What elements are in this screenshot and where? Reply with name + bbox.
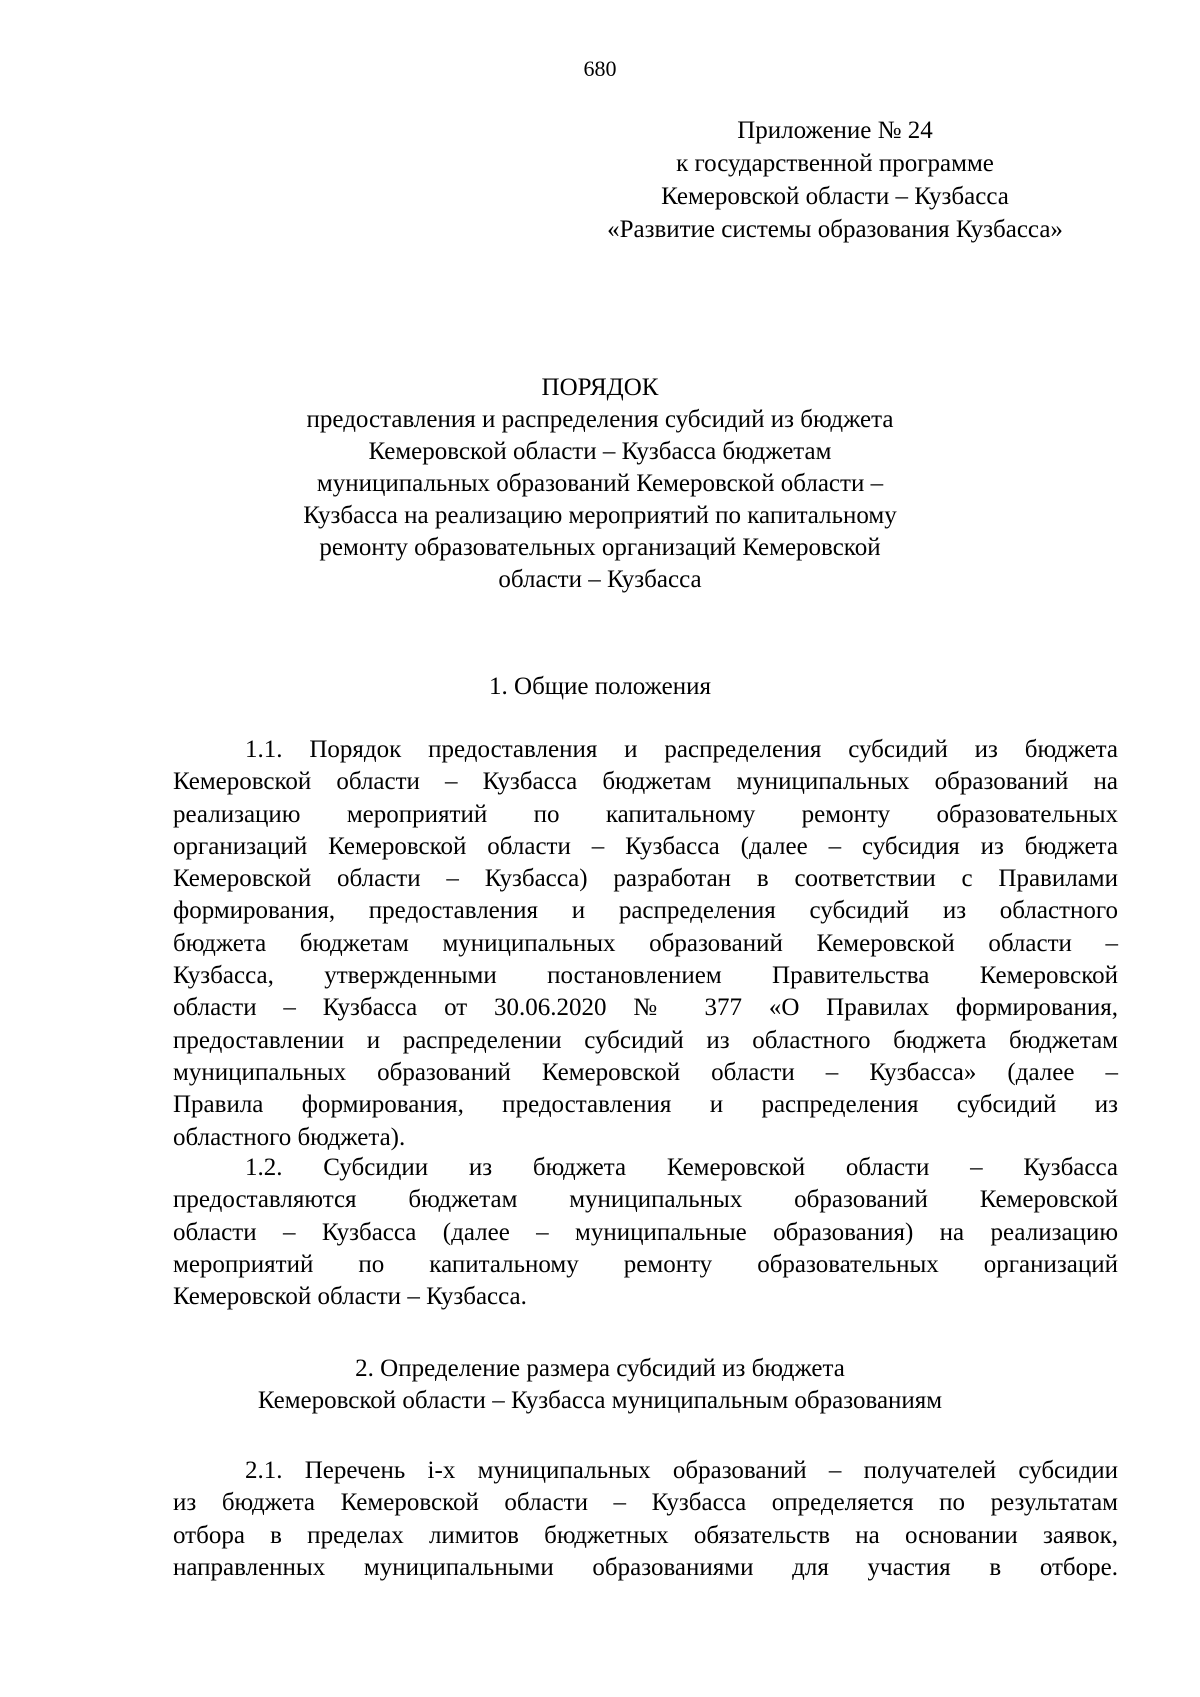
text-line: области – Кузбасса (далее – муниципальные образования) на реализацию bbox=[173, 1218, 1118, 1246]
text-line: предоставлении и распределении субсидий из областного бюджета бюджетам bbox=[173, 1026, 1118, 1054]
text-line: 1.2. Субсидии из бюджета Кемеровской области – Кузбасса bbox=[245, 1154, 1118, 1181]
page-number: 680 bbox=[583, 56, 617, 81]
title-line: ремонту образовательных организаций Кемеровской bbox=[319, 534, 881, 561]
text-line: организаций Кемеровской области – Кузбасса (далее – субсидия из бюджета bbox=[173, 832, 1118, 860]
text-line: Кузбасса, утвержденными постановлением Правительства Кемеровской bbox=[173, 962, 1118, 990]
text-line: направленных муниципальными образованиями для участия в отборе. bbox=[173, 1553, 1118, 1581]
paragraph-1-1 bbox=[173, 734, 1118, 1154]
text-line: бюджета бюджетам муниципальных образований Кемеровской области – bbox=[173, 929, 1118, 957]
title-line: предоставления и распределения субсидий из бюджета bbox=[306, 406, 894, 433]
section-heading-text: Кемеровской области – Кузбасса муниципальным образованиям bbox=[257, 1387, 943, 1414]
text-line: 1.1. Порядок предоставления и распределения субсидий из бюджета bbox=[245, 736, 1118, 763]
section-2-heading bbox=[170, 1353, 1030, 1417]
text-line: предоставляются бюджетам муниципальных образований Кемеровской bbox=[173, 1186, 1118, 1214]
section-1-heading bbox=[170, 671, 1030, 703]
text-line: области – Кузбасса от 30.06.2020 № 377 «О Правилах формирования, bbox=[173, 994, 1118, 1022]
title-line: области – Кузбасса bbox=[498, 566, 702, 593]
section-heading-text: 2. Определение размера субсидий из бюджета bbox=[355, 1355, 845, 1382]
text-line: реализацию мероприятий по капитальному ремонту образовательных bbox=[173, 800, 1118, 828]
text-line: 2.1. Перечень i-х муниципальных образований – получателей субсидии bbox=[245, 1457, 1118, 1484]
appendix-line: к государственной программе bbox=[676, 150, 994, 177]
title-line: Кемеровской области – Кузбасса бюджетам bbox=[368, 438, 832, 465]
text-line: Кемеровской области – Кузбасса. bbox=[173, 1283, 527, 1311]
text-line: областного бюджета). bbox=[173, 1123, 406, 1151]
text-line: отбора в пределах лимитов бюджетных обязательств на основании заявок, bbox=[173, 1521, 1118, 1549]
title-line: Кузбасса на реализацию мероприятий по капитальному bbox=[303, 502, 897, 529]
text-line: Кемеровской области – Кузбасса) разработан в соответствии с Правилами bbox=[173, 865, 1118, 893]
paragraph-2-1 bbox=[173, 1455, 1118, 1584]
document-title bbox=[170, 372, 1030, 596]
text-line: муниципальных образований Кемеровской области – Кузбасса» (далее – bbox=[173, 1058, 1118, 1086]
paragraph-1-2 bbox=[173, 1152, 1118, 1313]
text-line: Правила формирования, предоставления и распределения субсидий из bbox=[173, 1091, 1118, 1119]
text-line: формирования, предоставления и распределения субсидий из областного bbox=[173, 897, 1118, 925]
text-line: Кемеровской области – Кузбасса бюджетам муниципальных образований на bbox=[173, 768, 1118, 796]
appendix-line: «Развитие системы образования Кузбасса» bbox=[607, 216, 1063, 243]
appendix-line: Приложение № 24 bbox=[737, 117, 933, 144]
text-line: из бюджета Кемеровской области – Кузбасса определяется по результатам bbox=[173, 1489, 1118, 1517]
appendix-line: Кемеровской области – Кузбасса bbox=[661, 183, 1009, 210]
title-line: муниципальных образований Кемеровской области – bbox=[316, 470, 884, 497]
appendix-header bbox=[560, 114, 1110, 246]
text-line: мероприятий по капитальному ремонту образовательных организаций bbox=[173, 1250, 1118, 1278]
title-heading: ПОРЯДОК bbox=[541, 374, 659, 401]
section-heading-text: 1. Общие положения bbox=[489, 673, 711, 700]
